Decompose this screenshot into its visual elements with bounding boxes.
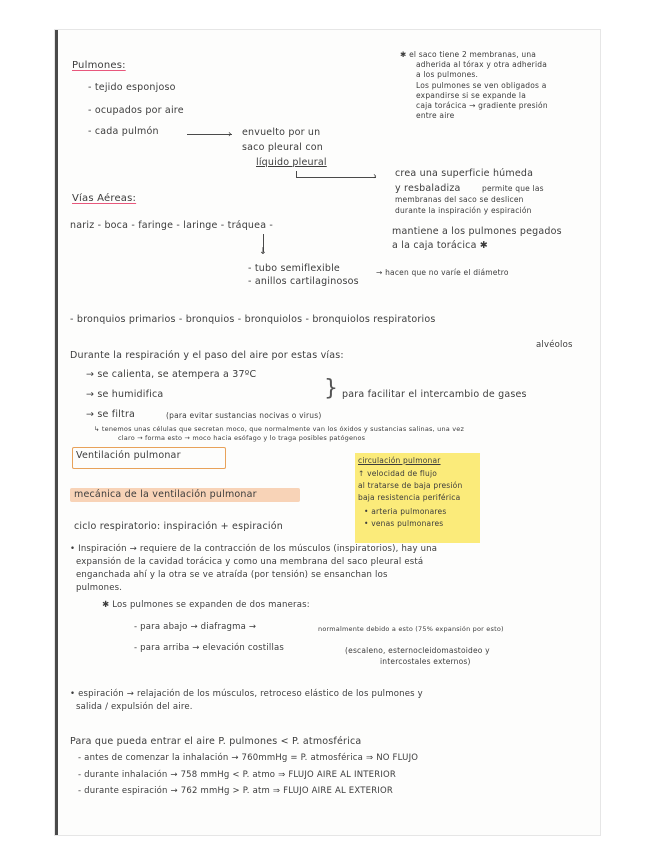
note-line: mantiene a los pulmones pegados [392, 226, 562, 237]
note-line: - antes de comenzar la inhalación → 760mmHg = P. atmosférica ⇒ NO FLUJO [78, 753, 419, 763]
section-heading-ventilacion: Ventilación pulmonar [76, 450, 181, 461]
note-line: - para abajo → diafragma → [134, 622, 257, 632]
note-line: - anillos cartilaginosos [248, 276, 359, 287]
note-line: expansión de la cavidad torácica y como una membrana del saco pleural está [76, 557, 424, 567]
note-line: pulmones. [76, 583, 123, 593]
arrow-head: › [373, 171, 377, 182]
note-line: - tubo semiflexible [248, 263, 340, 274]
sticky-line: • venas pulmonares [364, 519, 444, 528]
note-line: → se calienta, se atempera a 37ºC [86, 369, 257, 380]
note-line: → se humidifica [86, 389, 164, 400]
side-note-line: Los pulmones se ven obligados a [416, 81, 547, 90]
note-line: crea una superficie húmeda [395, 168, 534, 179]
side-note-line: caja torácica → gradiente presión [416, 101, 548, 110]
note-line: alvéolos [536, 340, 573, 350]
section-heading-pulmones: Pulmones: [72, 60, 126, 71]
sticky-line: ↑ velocidad de flujo [358, 469, 438, 478]
note-line: - durante inhalación → 758 mmHg < P. atmo ⇒ FLUJO AIRE AL INTERIOR [78, 770, 397, 780]
arrow-head: › [228, 129, 232, 140]
note-line: durante la inspiración y espiración [395, 206, 532, 215]
arrow-line [296, 177, 376, 178]
side-note-line: entre aire [416, 111, 455, 120]
note-line: líquido pleural [256, 157, 327, 168]
sticky-line: al tratarse de baja presión [358, 481, 463, 490]
note-line: envuelto por un [242, 127, 321, 138]
note-line: - cada pulmón [88, 126, 159, 137]
sticky-line: • arteria pulmonares [364, 507, 447, 516]
side-note-line: a los pulmones. [416, 70, 479, 79]
note-line: • espiración → relajación de los músculos, retroceso elástico de los pulmones y [70, 689, 423, 699]
note-line: claro → forma esto → moco hacia esófago y lo traga posibles patógenos [118, 434, 366, 442]
sticky-line: circulación pulmonar [358, 456, 441, 465]
note-line: Durante la respiración y el paso del aire por estas vías: [70, 350, 344, 361]
side-note-line: expandirse si se expande la [416, 91, 527, 100]
note-line: permite que las [482, 184, 544, 193]
arrow-head: ↓ [259, 246, 268, 257]
note-line: - tejido esponjoso [88, 82, 176, 93]
note-line: ciclo respiratorio: inspiración + espiración [74, 521, 283, 532]
note-line: - bronquios primarios - bronquios - bronquiolos - bronquiolos respiratorios [70, 314, 436, 325]
brace-icon: } [324, 376, 338, 401]
section-heading-vias-aereas: Vías Aéreas: [72, 193, 137, 204]
note-line: - durante espiración → 762 mmHg > P. atm ⇒ FLUJO AIRE AL EXTERIOR [78, 786, 394, 796]
note-line: enganchada ahí y la otra se ve atraída (por tensión) se ensanchan los [76, 570, 388, 580]
note-line: → hacen que no varíe el diámetro [376, 268, 509, 277]
note-line: ↳ tenemos unas células que secretan moco, que normalmente van los óxidos y sustancias salinas, una vez [94, 425, 465, 433]
note-line: saco pleural con [242, 142, 324, 153]
note-line: (escaleno, esternocleidomastoideo y [345, 646, 490, 655]
note-line: y resbaladiza [395, 183, 461, 194]
note-line: ✱ Los pulmones se expanden de dos maneras: [102, 600, 310, 610]
arrow-line [187, 134, 232, 135]
note-line: • Inspiración → requiere de la contracción de los músculos (inspiratorios), hay una [70, 544, 438, 554]
sticky-line: baja resistencia periférica [358, 493, 461, 502]
note-line: (para evitar sustancias nocivas o virus) [166, 411, 322, 420]
note-line: → se filtra [86, 409, 136, 420]
note-line: membranas del saco se deslicen [395, 195, 524, 204]
note-line: intercostales externos) [380, 657, 471, 666]
note-line: salida / expulsión del aire. [76, 702, 193, 712]
note-line: para facilitar el intercambio de gases [342, 389, 527, 400]
note-line: - para arriba → elevación costillas [134, 643, 285, 653]
note-line: - ocupados por aire [88, 105, 184, 116]
note-line: nariz - boca - faringe - laringe - tráquea - [70, 220, 274, 231]
side-note-line: ✱ el saco tiene 2 membranas, una [400, 50, 537, 59]
note-line: Para que pueda entrar el aire P. pulmones < P. atmosférica [70, 736, 362, 747]
note-line: mecánica de la ventilación pulmonar [74, 489, 257, 500]
note-line: a la caja torácica ✱ [392, 240, 488, 251]
note-line: normalmente debido a esto (75% expansión por esto) [318, 625, 504, 633]
side-note-line: adherida al tórax y otra adherida [416, 60, 547, 69]
